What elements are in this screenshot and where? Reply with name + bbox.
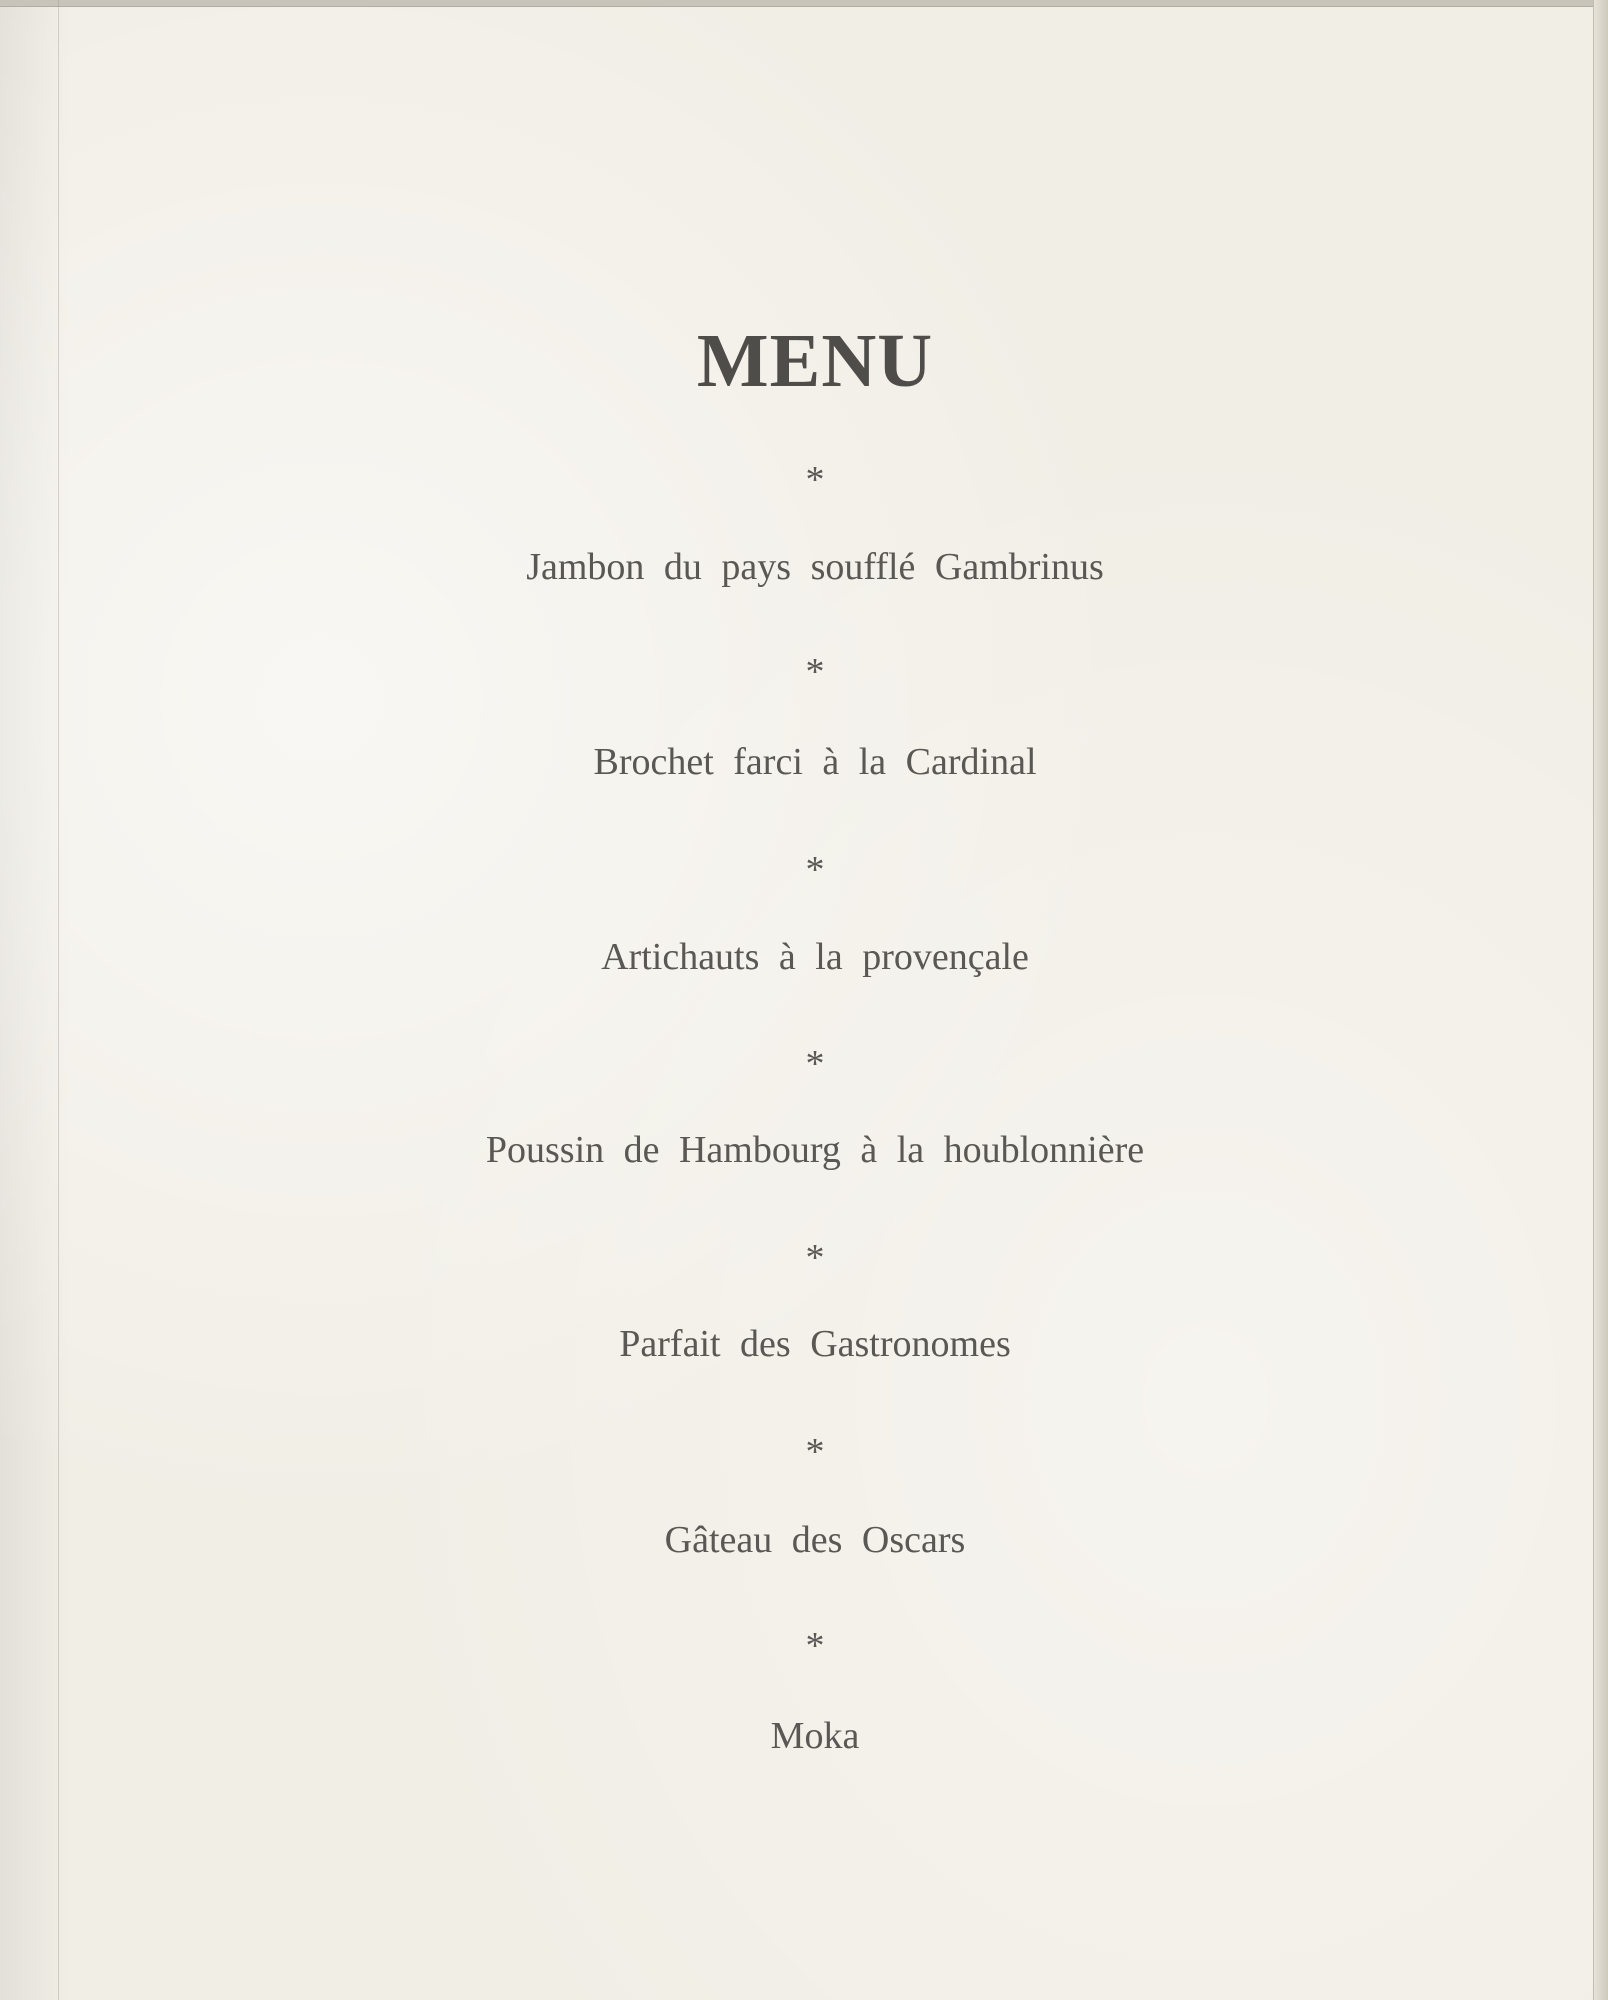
- menu-title: MENU: [696, 319, 934, 403]
- course-item-fish: Brochet farci à la Cardinal: [593, 741, 1037, 783]
- course-separator: *: [805, 1043, 825, 1085]
- course-separator: *: [805, 1431, 825, 1473]
- course-item-cake: Gâteau des Oscars: [664, 1519, 966, 1561]
- course-item-starter: Jambon du pays soufflé Gambrinus: [526, 546, 1104, 588]
- course-separator: *: [805, 849, 825, 891]
- course-item-vegetable: Artichauts à la provençale: [601, 936, 1029, 978]
- course-separator: *: [805, 1625, 825, 1667]
- course-item-parfait: Parfait des Gastronomes: [619, 1323, 1011, 1365]
- course-separator: *: [805, 459, 825, 501]
- course-item-main: Poussin de Hambourg à la houblonnière: [485, 1129, 1145, 1171]
- course-item-coffee: Moka: [770, 1715, 860, 1757]
- course-separator: *: [805, 1237, 825, 1279]
- course-separator: *: [805, 651, 825, 693]
